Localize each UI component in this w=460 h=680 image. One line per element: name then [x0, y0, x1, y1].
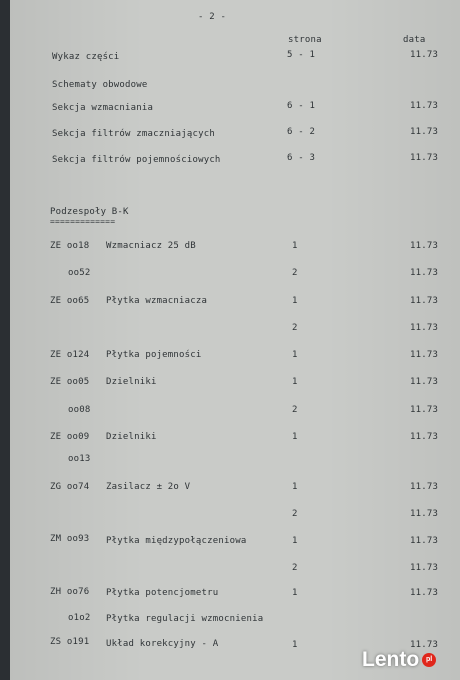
row-strona: 2 — [292, 563, 298, 573]
row-code: ZS o191 — [50, 637, 90, 647]
row-name: Dzielniki — [106, 432, 157, 442]
row-data: 11.73 — [410, 482, 439, 492]
row-name: Dzielniki — [106, 377, 157, 387]
row-name: Płytka regulacji wzmocnienia — [106, 614, 264, 624]
row-data: 11.73 — [410, 323, 439, 333]
row-strona: 1 — [292, 241, 298, 251]
row-strona: 2 — [292, 405, 298, 415]
subassemblies-title: Podzespoły B-K — [50, 207, 129, 217]
section-strona: 6 - 3 — [287, 153, 316, 163]
row-name: Płytka potencjometru — [106, 588, 219, 598]
row-strona: 1 — [292, 536, 298, 546]
row-data: 11.73 — [410, 350, 439, 360]
row-data: 11.73 — [410, 640, 439, 650]
section-data: 11.73 — [410, 101, 439, 111]
row-code: oo13 — [68, 454, 91, 464]
row-strona: 1 — [292, 377, 298, 387]
row-code: ZG oo74 — [50, 482, 90, 492]
row-data: 11.73 — [410, 588, 439, 598]
row-code: ZE oo65 — [50, 296, 90, 306]
row-data: 11.73 — [410, 509, 439, 519]
row-data: 11.73 — [410, 563, 439, 573]
row-name: Zasilacz ± 2o V — [106, 482, 191, 492]
row-strona: 2 — [292, 268, 298, 278]
row-strona: 1 — [292, 588, 298, 598]
row-code: o1o2 — [68, 613, 91, 623]
page-number: - 2 - — [198, 12, 227, 22]
row-strona: 1 — [292, 482, 298, 492]
row-data: 11.73 — [410, 377, 439, 387]
section-data: 11.73 — [410, 50, 439, 60]
section-name: Sekcja filtrów zmaczniających — [52, 129, 215, 139]
section-strona: 6 - 1 — [287, 101, 316, 111]
row-strona: 1 — [292, 640, 298, 650]
section-strona: 5 - 1 — [287, 50, 316, 60]
column-header-data: data — [403, 35, 426, 45]
row-code: oo52 — [68, 268, 91, 278]
section-data: 11.73 — [410, 153, 439, 163]
section-data: 11.73 — [410, 127, 439, 137]
row-code: ZE o124 — [50, 350, 90, 360]
row-data: 11.73 — [410, 241, 439, 251]
row-code: ZH oo76 — [50, 587, 90, 597]
row-name: Wzmacniacz 25 dB — [106, 241, 196, 251]
row-strona: 1 — [292, 296, 298, 306]
row-name: Układ korekcyjny - A — [106, 639, 219, 649]
row-data: 11.73 — [410, 536, 439, 546]
column-header-strona: strona — [288, 35, 322, 45]
document-page — [10, 0, 460, 680]
watermark-badge: pl — [422, 653, 436, 667]
row-strona: 1 — [292, 350, 298, 360]
section-name: Sekcja wzmacniania — [52, 103, 154, 113]
lento-watermark-logo — [362, 646, 454, 674]
row-strona: 2 — [292, 509, 298, 519]
row-data: 11.73 — [410, 405, 439, 415]
row-name: Płytka międzypołączeniowa — [106, 536, 247, 546]
row-strona: 2 — [292, 323, 298, 333]
row-data: 11.73 — [410, 432, 439, 442]
row-data: 11.73 — [410, 268, 439, 278]
row-code: ZM oo93 — [50, 534, 90, 544]
row-code: ZE oo18 — [50, 241, 90, 251]
section-name: Wykaz części — [52, 52, 120, 62]
subassemblies-underline: ============= — [50, 217, 116, 226]
watermark-text: Lento — [362, 648, 420, 671]
row-code: ZE oo09 — [50, 432, 90, 442]
section-strona: 6 - 2 — [287, 127, 316, 137]
row-name: Płytka pojemności — [106, 350, 202, 360]
row-strona: 1 — [292, 432, 298, 442]
row-name: Płytka wzmacniacza — [106, 296, 208, 306]
row-code: oo08 — [68, 405, 91, 415]
row-code: ZE oo05 — [50, 377, 90, 387]
row-data: 11.73 — [410, 296, 439, 306]
section-name: Sekcja filtrów pojemnościowych — [52, 155, 221, 165]
section-name: Schematy obwodowe — [52, 80, 148, 90]
